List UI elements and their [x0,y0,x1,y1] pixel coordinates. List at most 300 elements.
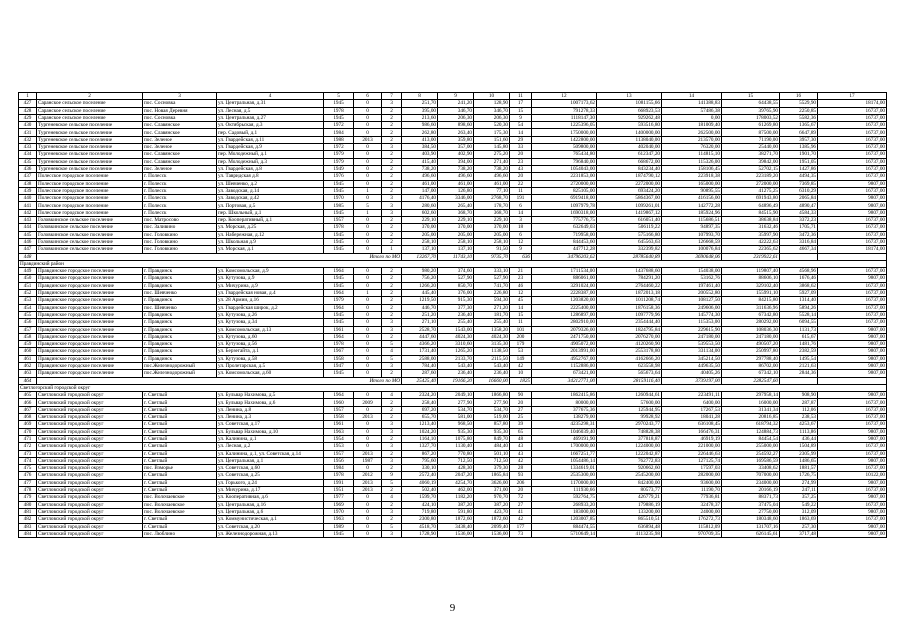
table-cell: пер. Молодежный, д.1 [217,151,324,158]
table-cell: 0 [354,435,382,442]
table-cell: 691943,80 [722,195,780,202]
table-cell: 20166,19 [722,487,780,494]
total-value [780,253,818,260]
table-row [19,530,887,537]
table-cell: ул. Морская, д.1 [217,246,324,253]
table-cell: 1957 [324,217,354,224]
table-cell: г. Правдинск [143,333,217,340]
table-cell: 223918,38 [662,173,722,180]
table-cell: 2225400,00 [532,304,597,311]
table-cell: 490507,20 [722,341,780,348]
table-cell: 16737,00 [818,224,887,231]
table-cell: Правдинское городское поселение [37,319,143,326]
table-cell: 471 [19,435,37,442]
table-cell: 9807,00 [818,341,887,348]
table-row [19,516,887,523]
table-row [19,238,887,245]
table-cell: Полесское городское поселение [37,209,143,216]
table-cell: 205,00 [438,231,474,238]
table-cell: 4952767,00 [532,355,597,362]
table-cell: 4113235,98 [597,530,662,537]
table-cell: 2 [382,268,402,275]
table-cell: 395,00 [402,107,438,114]
table-cell: 1954 [324,435,354,442]
table-cell: 16737,00 [818,399,887,406]
table-cell: 543,40 [438,362,474,369]
table-row [19,187,887,194]
table-cell: ул. Набережная, д.12 [217,231,324,238]
table-cell: 5 [382,355,402,362]
table-cell: 898,60 [438,122,474,129]
table-cell: 4120260,90 [597,341,662,348]
table-cell: 178003,52 [722,114,780,121]
table-cell: 0 [354,319,382,326]
table-row [19,107,887,114]
table-cell: 4568,96 [780,268,818,275]
total-value: 16660,00 [474,377,510,384]
column-header: 11 [510,93,532,100]
total-value: 11743,10 [438,253,474,260]
table-cell: 668672,00 [597,158,662,165]
table-cell: 458 [19,333,37,340]
table-cell: 4667,34 [780,246,818,253]
table-cell: 3438,40 [438,523,474,530]
table-row [19,319,887,326]
table-cell: 0 [354,158,382,165]
table-cell: Правдинское городское поселение [37,275,143,282]
table-row [19,450,887,457]
table-cell: пос. Волочаевское [143,501,217,508]
table-cell: 88606,10 [722,275,780,282]
table-cell: 738,20 [474,165,510,172]
table-cell: 191 [510,195,532,202]
table-cell: 1874790,12 [597,173,662,180]
table-cell: 155991,10 [722,290,780,297]
table-cell: 311636,96 [722,304,780,311]
table-cell: 483 [19,523,37,530]
table-cell: 1978 [324,341,354,348]
table-cell: 1690318,00 [532,209,597,216]
table-cell: ул. Кутузова, д.56 [217,341,324,348]
table-cell: 0 [354,144,382,151]
table-cell: ул. Центральная, д.31 [217,100,324,107]
table-cell: 16737,00 [818,450,887,457]
table-cell: 452 [19,290,37,297]
table-cell: Светловский городской округ [37,472,143,479]
table-cell: 4024,30 [438,333,474,340]
table-cell: 9807,00 [818,275,887,282]
table-cell: 2013 [354,136,382,143]
table-cell: 1731,40 [402,348,438,355]
table-cell: 2 [382,151,402,158]
table-cell: 1213,40 [402,421,438,428]
table-cell: 2 [382,399,402,406]
table-cell: 466 [19,399,37,406]
section-header-row [19,384,887,391]
table-cell: ул. Гвардейская, д.9 [217,144,324,151]
table-cell: 11190,70 [662,487,722,494]
table-row [19,435,887,442]
table-cell: 1138,50 [474,348,510,355]
table-cell: 591,80 [438,508,474,515]
table-cell: Тургеневское сельское поселение [37,165,143,172]
table-cell: 719958,00 [532,231,597,238]
table-cell: 9807,00 [818,392,887,399]
table-cell: 114815,10 [662,151,722,158]
table-cell: 6 [510,231,532,238]
table-cell: 2 [382,450,402,457]
total-value: 636 [510,253,532,260]
table-cell: Полесское городское поселение [37,180,143,187]
table-cell: 0 [354,165,382,172]
table-cell: ул. Комсомольская, д.13 [217,326,324,333]
table-cell: 200552,80 [662,290,722,297]
table-cell: 442 [19,209,37,216]
table-cell: 1949 [324,165,354,172]
table-cell: 0 [354,523,382,530]
table-cell: 1265,20 [438,348,474,355]
table-cell: г. Полесск [143,209,217,216]
table-row [19,465,887,472]
table-cell: 346,70 [474,107,510,114]
table-cell: 3 [382,428,402,435]
table-row [19,122,887,129]
table-cell: ул. Калинина, д.1 [217,435,324,442]
table-cell: 27 [510,406,532,413]
table-cell: 115686,51 [662,217,722,224]
table-cell: 16737,00 [818,187,887,194]
table-cell: Тургеневское сельское поселение [37,122,143,129]
table-cell: 377,30 [438,304,474,311]
table-cell: 428,30 [438,465,474,472]
table-cell: 35997,90 [722,231,780,238]
table-cell: 16737,00 [818,238,887,245]
table-cell: ул. Ленина, д.8 [217,406,324,413]
table-cell: 262500,00 [662,129,722,136]
table-cell: 1984 [324,129,354,136]
table-cell: 929262,48 [597,114,662,121]
table-cell: 20 [510,151,532,158]
table-cell: Правдинское городское поселение [37,333,143,340]
table-cell: 1945 [324,282,354,289]
table-cell: ул. Октябрьская, д.3 [217,122,324,129]
table-cell: 1956 [324,457,354,464]
table-cell: Правдинское городское поселение [37,268,143,275]
table-cell: 1961 [324,421,354,428]
table-cell: 527,90 [438,275,474,282]
table-cell: 1967 [324,348,354,355]
table-cell: 4235298,31 [532,421,597,428]
table-cell: 3 [382,421,402,428]
table-cell: Правдинское городское поселение [37,311,143,318]
table-cell: 20 [510,487,532,494]
table-cell: 370,00 [438,224,474,231]
table-cell: 3472,36 [780,231,818,238]
table-cell: 255,40 [438,319,474,326]
table-cell: 200 [510,333,532,340]
total-value [818,377,887,384]
table-cell: 1988 [324,136,354,143]
table-row [19,275,887,282]
table-cell: 765434,80 [532,151,597,158]
table-cell: 17267,53 [662,406,722,413]
table-cell: 1964 [324,290,354,297]
table-cell: 330,10 [402,465,438,472]
table-cell: 467 [19,406,37,413]
table-cell: 886061,00 [532,275,597,282]
table-row [19,370,887,377]
table-cell: 0 [354,465,382,472]
table-cell: 2009 [354,399,382,406]
table-cell: 842400,00 [597,479,662,486]
table-cell: 2231853,00 [532,173,597,180]
table-cell: 402,90 [438,151,474,158]
table-cell: 450 [19,275,37,282]
table-cell: 2 [382,114,402,121]
table-cell: 0 [354,311,382,318]
table-cell: 0 [354,114,382,121]
table-cell: 1963 [324,516,354,523]
table-cell: 258,10 [402,238,438,245]
table-cell: 468 [19,414,37,421]
table-cell: 93600,00 [662,479,722,486]
table-cell: пос. Новая Деревня [143,107,217,114]
table-row [19,501,887,508]
table-cell: 1676,46 [780,275,818,282]
total-value: 2282547,60 [722,377,780,384]
table-cell: 229,10 [402,217,438,224]
table-cell: 1224000,00 [597,443,662,450]
table-cell: 16737,00 [818,516,887,523]
table-cell: Светловский городской округ [37,450,143,457]
table-cell: 370,00 [402,224,438,231]
table-cell: г. Светлый [143,487,217,494]
table-cell: 6310,29 [780,187,818,194]
table-cell: 1419867,12 [597,209,662,216]
table-cell: ул. Железнодорожная, д.13 [217,530,324,537]
table-cell: 402040,00 [597,144,662,151]
table-cell: 236,40 [474,370,510,377]
table-cell: 6094,55 [780,319,818,326]
table-cell: 3 [382,457,402,464]
column-header: 15 [722,93,780,100]
table-cell: 7369,85 [780,180,818,187]
table-cell: пос. Славянское [143,129,217,136]
table-cell: 478 [19,487,37,494]
table-cell: ул. Центральная, д.16 [217,501,324,508]
table-cell: 2802910,00 [532,319,597,326]
table-cell: 444 [19,224,37,231]
table-cell: 0 [354,122,382,129]
table-cell: 1219,50 [402,297,438,304]
table-cell: 1970 [324,195,354,202]
table-cell: 5864367,00 [597,195,662,202]
table-cell: 9807,00 [818,523,887,530]
table-cell: г. Светлый [143,457,217,464]
table-cell: 738,20 [438,165,474,172]
table-cell: 1951,05 [780,158,818,165]
table-row [19,151,887,158]
table-cell: 280,60 [402,202,438,209]
table-cell: 0 [354,129,382,136]
table-cell: 2588,00 [402,355,438,362]
table-cell: ул. Шевченко, д.2 [217,180,324,187]
table-cell: 379,30 [474,465,510,472]
column-header: 6 [354,93,382,100]
table-cell: 2228387,00 [532,290,597,297]
table-cell: 423,70 [474,508,510,515]
table-cell: 1978 [324,107,354,114]
table-cell: г. Правдинск [143,326,217,333]
table-cell: 274,99 [780,479,818,486]
table-cell: 428 [19,107,37,114]
table-cell: 2012 [354,472,382,479]
table-cell: 206 [510,479,532,486]
table-cell: 265,40 [438,202,474,209]
table-cell: 126,80 [438,187,474,194]
table-cell: 3 [510,217,532,224]
table-cell: 1951 [324,487,354,494]
table-cell: 1872013,18 [597,290,662,297]
table-cell: ул. Мичурина, д.17 [217,487,324,494]
table-cell: 1170000,00 [532,479,597,486]
table-cell: 469 [19,421,37,428]
table-cell: 719,80 [402,508,438,515]
table-row [19,348,887,355]
table-cell: 440 [19,195,37,202]
table-cell: ул. Мичурина, д.9 [217,282,324,289]
table-cell: 849,70 [474,435,510,442]
table-cell: 453 [19,297,37,304]
column-header: 13 [597,93,662,100]
table-cell: 359,80 [438,136,474,143]
total-value: 3739197,00 [662,377,722,384]
table-cell: Тургеневское сельское поселение [37,129,143,136]
table-cell: 645563,63 [597,238,662,245]
table-cell: 602,60 [402,209,438,216]
table-cell: 3 [382,202,402,209]
table-cell: ул. Комсомольская, д.9 [217,268,324,275]
table-cell: ул. Пролетарская, д.5 [217,362,324,369]
table-cell: 1113,86 [780,428,818,435]
table-cell: 1979 [324,151,354,158]
total-value: 13267,70 [402,253,438,260]
table-cell: 1945 [324,370,354,377]
table-cell: Полесское городское поселение [37,187,143,194]
table-cell: Светловский городской округ [37,501,143,508]
table-cell: 1969 [324,501,354,508]
table-cell: 67342,10 [722,370,780,377]
table-cell: Головкинское сельское поселение [37,246,143,253]
table-cell: 100076,84 [662,246,722,253]
table-cell: 39765,90 [722,107,780,114]
table-cell: 968,50 [438,421,474,428]
table-cell: 4162666,20 [597,355,662,362]
table-cell: 226,80 [474,290,510,297]
table-cell: 2354444,40 [597,319,662,326]
table-cell: 287,60 [402,370,438,377]
table-cell: 31632,46 [722,224,780,231]
table-cell: 0 [354,355,382,362]
table-cell: 71190,00 [722,136,780,143]
total-row [19,253,887,260]
table-cell: 791278,33 [532,107,597,114]
table-cell: 20816,85 [722,414,780,421]
table-cell: 80573,77 [597,487,662,494]
table-cell: 1964 [324,304,354,311]
table-cell: 4 [382,494,402,501]
table-cell: 935,30 [438,428,474,435]
table-cell: 1957 [324,450,354,457]
table-cell: Тургеневское сельское поселение [37,151,143,158]
table-cell: 384,50 [402,144,438,151]
table-cell: ул. Центральная, д.1 [217,457,324,464]
table-cell: 368,70 [438,209,474,216]
table-cell: 741,70 [474,282,510,289]
table-cell: 125944,95 [597,406,662,413]
table-cell: ул. Лесная, д.2 [217,443,324,450]
table-cell: 387,20 [438,501,474,508]
table-cell: 461,00 [474,180,510,187]
table-cell: 915,30 [438,297,474,304]
table-cell: 0 [354,421,382,428]
table-cell: 429 [19,114,37,121]
table-cell: 3626,00 [474,479,510,486]
table-cell: 0 [354,530,382,537]
table-row [19,487,887,494]
column-header: 14 [662,93,722,100]
table-cell: 16737,00 [818,158,887,165]
table-cell: 53 [510,348,532,355]
table-cell: 4518,70 [402,523,438,530]
table-cell: 1536,00 [438,530,474,537]
total-value: 3690648,06 [662,253,722,260]
table-cell: 177 [510,523,532,530]
table-cell: 2 [382,435,402,442]
table-cell: 0 [354,224,382,231]
table-cell: 16737,00 [818,311,887,318]
table-cell: Светловский городской округ [37,392,143,399]
table-cell: г. Правдинск [143,311,217,318]
table-cell: Головкинское сельское поселение [37,231,143,238]
table-cell: 166476,31 [662,428,722,435]
table-cell: 5529,90 [780,100,818,107]
table-cell: 16737,00 [818,122,887,129]
table-row [19,217,887,224]
total-value: 28785640,89 [597,253,662,260]
column-header: 2 [37,93,143,100]
table-cell: 2076270,00 [597,333,662,340]
table-cell: г. Полесск [143,180,217,187]
table-cell: 257,30 [780,523,818,530]
table-cell: 247,11 [780,487,818,494]
table-cell: 205,00 [402,231,438,238]
table-cell: 37475,04 [722,501,780,508]
table-cell: 4253,67 [780,421,818,428]
table-cell: ул. Заводская, д.14 [217,187,324,194]
table-cell: 1984 [324,465,354,472]
table-cell: 3372,23 [780,217,818,224]
table-cell: 3 [382,530,402,537]
table-cell: 1945 [324,231,354,238]
table-cell: 534,70 [438,406,474,413]
table-cell: 456 [19,319,37,326]
table-cell: 16737,00 [818,501,887,508]
table-cell: 115353,00 [662,319,722,326]
table-cell: 1901,70 [780,151,818,158]
table-cell: 175,30 [474,129,510,136]
table-cell: 2 [382,290,402,297]
